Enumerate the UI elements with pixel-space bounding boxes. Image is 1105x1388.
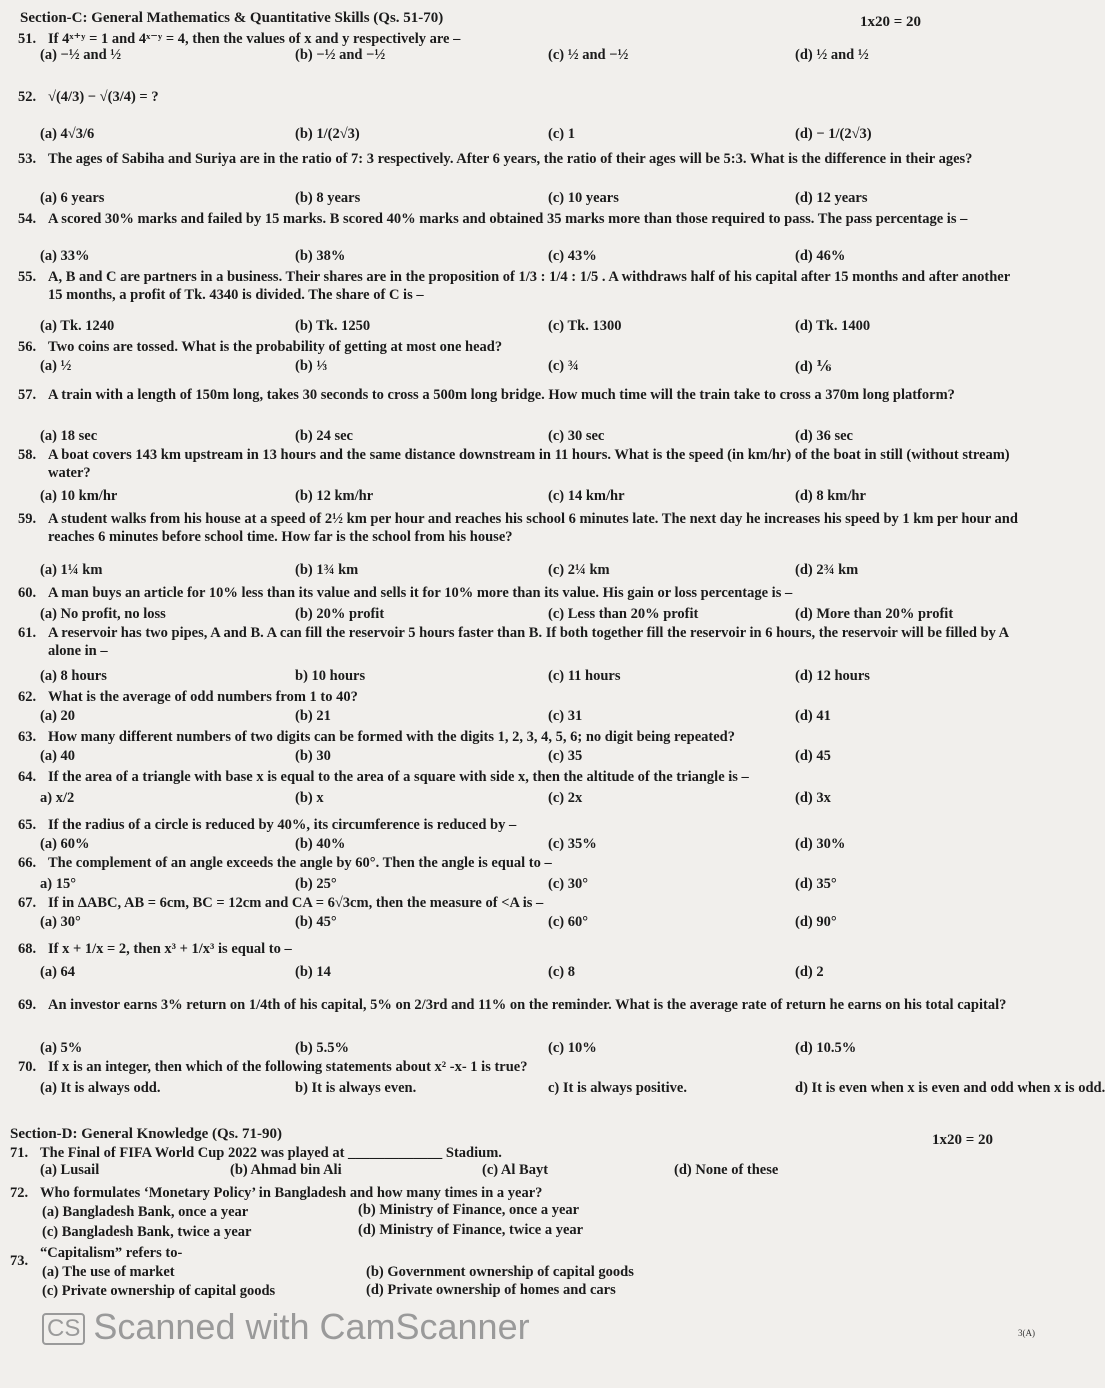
question-text: An investor earns 3% return on 1/4th of his capital, 5% on 2/3rd and 11% on the reminder. What is the average rate of return he earns on his total capital? <box>48 997 1007 1013</box>
option-b: (b) 30 <box>295 748 331 764</box>
option-a: (a) ½ <box>40 358 72 374</box>
option-d: (d) 36 sec <box>795 428 853 444</box>
option-b: (b) 21 <box>295 708 331 724</box>
section-c-title: Section-C: General Mathematics & Quantitative Skills (Qs. 51-70) <box>20 10 444 26</box>
question-number: 70. <box>18 1059 37 1075</box>
question-number: 59. <box>18 511 37 527</box>
question-number: 69. <box>18 997 37 1013</box>
option-b: (b) Ahmad bin Ali <box>230 1162 342 1178</box>
question-55 <box>18 268 1018 304</box>
page-number: 3(A) <box>1018 1328 1035 1338</box>
question-text: A train with a length of 150m long, takes 30 seconds to cross a 500m long bridge. How much time will the train take to cross a 370m long platform? <box>48 387 955 403</box>
question-text: √(4/3) − √(3/4) = ? <box>48 89 159 105</box>
question-55-options <box>40 318 1020 336</box>
option-b: (b) Government ownership of capital goods <box>366 1264 634 1280</box>
question-number: 65. <box>18 817 37 833</box>
option-b: (b) 25° <box>295 876 337 892</box>
question-text: The ages of Sabiha and Suriya are in the ratio of 7: 3 respectively. After 6 years, the ratio of their ages will be 5:3. What is the difference in their ages? <box>48 151 973 167</box>
question-number: 64. <box>18 769 37 785</box>
option-a: (a) Tk. 1240 <box>40 318 115 334</box>
option-b: (b) Tk. 1250 <box>295 318 371 334</box>
option-c: (c) 31 <box>548 708 583 724</box>
question-number: 62. <box>18 689 37 705</box>
option-c: (c) Tk. 1300 <box>548 318 622 334</box>
option-a: (a) 33% <box>40 248 90 264</box>
question-text: A reservoir has two pipes, A and B. A can fill the reservoir 5 hours faster than B. If both together fill the reservoir in 6 hours, the reservoir will be filled by A alone in – <box>48 625 1009 659</box>
question-64-options <box>40 790 1020 808</box>
option-a: (a) 18 sec <box>40 428 98 444</box>
option-d: (d) None of these <box>674 1162 779 1178</box>
question-number: 66. <box>18 855 37 871</box>
option-b: (b) 5.5% <box>295 1040 349 1056</box>
camscanner-watermark <box>42 1306 530 1348</box>
option-d: (d) − 1/(2√3) <box>795 126 872 142</box>
question-57-options <box>40 428 1020 446</box>
option-a: (a) 1¼ km <box>40 562 103 578</box>
option-d: (d) 12 years <box>795 190 868 206</box>
option-d: (d) 90° <box>795 914 837 930</box>
option-c: (c) 8 <box>548 964 575 980</box>
option-c: (c) Private ownership of capital goods <box>42 1283 276 1299</box>
option-a: (a) 60% <box>40 836 90 852</box>
option-d: (d) 2 <box>795 964 824 980</box>
option-d: (d) 3x <box>795 790 831 806</box>
question-54-options <box>40 248 1020 266</box>
question-number: 68. <box>18 941 37 957</box>
question-72 <box>10 1184 1010 1202</box>
section-c-marks: 1x20 = 20 <box>860 14 922 30</box>
option-d: (d) More than 20% profit <box>795 606 954 622</box>
option-c: (c) 35% <box>548 836 597 852</box>
question-number: 53. <box>18 151 37 167</box>
question-text: If x + 1/x = 2, then x³ + 1/x³ is equal to – <box>48 941 292 957</box>
question-63-options <box>40 748 1020 766</box>
question-73 <box>10 1244 1010 1269</box>
question-67 <box>18 894 1018 912</box>
option-c: c) It is always positive. <box>548 1080 687 1096</box>
option-a: (a) No profit, no loss <box>40 606 166 622</box>
question-text: What is the average of odd numbers from 1 to 40? <box>48 689 358 705</box>
option-a: (a) Bangladesh Bank, once a year <box>42 1204 249 1220</box>
option-b: (b) 1¾ km <box>295 562 359 578</box>
question-text: A boat covers 143 km upstream in 13 hours and the same distance downstream in 11 hours. What is the speed (in km/hr) of the boat in still (without stream) water? <box>48 447 1010 481</box>
question-number: 52. <box>18 89 37 105</box>
question-text: If in ΔABC, AB = 6cm, BC = 12cm and CA = 6√3cm, then the measure of <A is – <box>48 895 544 911</box>
question-70 <box>18 1058 1018 1076</box>
question-63 <box>18 728 1018 746</box>
option-a: (a) −½ and ½ <box>40 47 122 63</box>
option-c: (c) 10 years <box>548 190 619 206</box>
question-text: Two coins are tossed. What is the probability of getting at most one head? <box>48 339 503 355</box>
question-text: A, B and C are partners in a business. Their shares are in the proposition of 1/3 : 1/4 : 1/5 . A withdraws half of his capital after 15 months and after another 15 months, a profit of Tk. 4340 is divided. The share of C is – <box>48 269 1010 303</box>
option-c: (c) ½ and −½ <box>548 47 629 63</box>
question-60-options <box>40 606 1020 624</box>
option-c: (c) 14 km/hr <box>548 488 625 504</box>
option-a: a) 15° <box>40 876 77 892</box>
option-b: (b) 20% profit <box>295 606 385 622</box>
option-a: (a) 4√3/6 <box>40 126 95 142</box>
question-text: The complement of an angle exceeds the angle by 60°. Then the angle is equal to – <box>48 855 552 871</box>
option-a: (a) 5% <box>40 1040 83 1056</box>
question-57 <box>18 386 1018 404</box>
option-a: (a) The use of market <box>42 1264 175 1280</box>
question-68-options <box>40 964 1020 982</box>
question-61 <box>18 624 1018 660</box>
option-b: (b) x <box>295 790 324 806</box>
section-d-title: Section-D: General Knowledge (Qs. 71-90) <box>10 1126 283 1142</box>
option-a: (a) 6 years <box>40 190 105 206</box>
question-number: 71. <box>10 1145 29 1161</box>
question-number: 56. <box>18 339 37 355</box>
option-d: (d) ⅙ <box>795 359 832 375</box>
option-a: a) x/2 <box>40 790 75 806</box>
question-51 <box>18 30 1018 48</box>
question-59-options <box>40 562 1020 580</box>
option-b: (b) 1/(2√3) <box>295 126 360 142</box>
question-number: 73. <box>10 1253 29 1269</box>
question-text: If the area of a triangle with base x is equal to the area of a square with side x, then the altitude of the triangle is – <box>48 769 749 785</box>
option-c: (c) 30 sec <box>548 428 605 444</box>
question-56 <box>18 338 1018 356</box>
option-a: (a) 64 <box>40 964 76 980</box>
option-d: (d) 30% <box>795 836 846 852</box>
option-c: (c) 2x <box>548 790 583 806</box>
question-number: 63. <box>18 729 37 745</box>
question-54 <box>18 210 1018 228</box>
question-51-options <box>40 47 1020 65</box>
question-66-options <box>40 876 1020 894</box>
option-b: (b) 24 sec <box>295 428 353 444</box>
question-69 <box>18 996 1018 1014</box>
option-b: (b) 38% <box>295 248 346 264</box>
question-59 <box>18 510 1018 546</box>
question-64 <box>18 768 1018 786</box>
option-c: (c) 43% <box>548 248 597 264</box>
question-text: How many different numbers of two digits can be formed with the digits 1, 2, 3, 4, 5, 6; no digit being repeated? <box>48 729 735 745</box>
question-number: 61. <box>18 625 37 641</box>
option-a: (a) Lusail <box>40 1162 100 1178</box>
question-61-options <box>40 668 1020 686</box>
question-text: The Final of FIFA World Cup 2022 was played at _____________ Stadium. <box>40 1145 502 1161</box>
option-d: d) It is even when x is even and odd when x is odd. <box>795 1080 1105 1096</box>
question-53 <box>18 150 1018 168</box>
option-d: (d) 41 <box>795 708 831 724</box>
question-text: If the radius of a circle is reduced by 40%, its circumference is reduced by – <box>48 817 517 833</box>
option-c: (c) 1 <box>548 126 575 142</box>
option-c: (c) 30° <box>548 876 589 892</box>
question-text: “Capitalism” refers to- <box>40 1245 183 1261</box>
option-c: (c) 60° <box>548 914 589 930</box>
option-b: (b) 14 <box>295 964 331 980</box>
option-b: (b) 8 years <box>295 190 361 206</box>
question-60 <box>18 584 1018 602</box>
option-a: (a) 40 <box>40 748 76 764</box>
option-b: (b) Ministry of Finance, once a year <box>358 1202 580 1218</box>
option-d: (d) 35° <box>795 876 837 892</box>
question-69-options <box>40 1040 1020 1058</box>
option-b: (b) 45° <box>295 914 337 930</box>
option-c: (c) 2¼ km <box>548 562 610 578</box>
option-a: (a) 8 hours <box>40 668 107 684</box>
question-text: A man buys an article for 10% less than its value and sells it for 10% more than its value. His gain or loss percentage is – <box>48 585 793 601</box>
question-68 <box>18 940 1018 958</box>
camscanner-logo-icon: CS <box>42 1313 85 1345</box>
option-c: (c) Less than 20% profit <box>548 606 699 622</box>
option-d: (d) 8 km/hr <box>795 488 866 504</box>
question-58-options <box>40 488 1020 506</box>
question-71-options <box>40 1162 1020 1180</box>
question-53-options <box>40 190 1020 208</box>
option-c: (c) 35 <box>548 748 583 764</box>
option-d: (d) Tk. 1400 <box>795 318 871 334</box>
section-d-marks: 1x20 = 20 <box>932 1132 994 1148</box>
question-number: 60. <box>18 585 37 601</box>
option-d: (d) Private ownership of homes and cars <box>366 1282 616 1298</box>
watermark-text: Scanned with CamScanner <box>93 1306 530 1347</box>
option-c: (c) 10% <box>548 1040 597 1056</box>
option-d: (d) Ministry of Finance, twice a year <box>358 1222 584 1238</box>
question-number: 54. <box>18 211 37 227</box>
question-65-options <box>40 836 1020 854</box>
question-number: 58. <box>18 447 37 463</box>
question-number: 57. <box>18 387 37 403</box>
question-text: Who formulates ‘Monetary Policy’ in Bangladesh and how many times in a year? <box>40 1185 543 1201</box>
question-number: 67. <box>18 895 37 911</box>
option-d: (d) 46% <box>795 248 846 264</box>
option-b: (b) ⅓ <box>295 358 328 374</box>
question-66 <box>18 854 1018 872</box>
question-text: A scored 30% marks and failed by 15 marks. B scored 40% marks and obtained 35 marks more than those required to pass. The pass percentage is – <box>48 211 968 227</box>
question-70-options <box>40 1080 1105 1098</box>
question-text: If 4ˣ⁺ʸ = 1 and 4ˣ⁻ʸ = 4, then the values of x and y respectively are – <box>48 31 461 47</box>
option-b: b) It is always even. <box>295 1080 417 1096</box>
option-c: (c) Al Bayt <box>482 1162 549 1178</box>
question-58 <box>18 446 1018 482</box>
option-d: (d) 12 hours <box>795 668 870 684</box>
question-67-options <box>40 914 1020 932</box>
option-d: (d) 45 <box>795 748 831 764</box>
question-56-options <box>40 358 1020 376</box>
option-a: (a) 20 <box>40 708 76 724</box>
option-d: (d) 10.5% <box>795 1040 857 1056</box>
option-b: (b) 40% <box>295 836 346 852</box>
option-c: (c) Bangladesh Bank, twice a year <box>42 1224 252 1240</box>
question-text: If x is an integer, then which of the following statements about x² -x- 1 is true? <box>48 1059 528 1075</box>
option-d: (d) ½ and ½ <box>795 47 869 63</box>
question-62 <box>18 688 1018 706</box>
question-number: 51. <box>18 31 37 47</box>
question-52-options <box>40 126 1020 144</box>
option-c: (c) ¾ <box>548 358 579 374</box>
option-c: (c) 11 hours <box>548 668 621 684</box>
option-b: (b) 12 km/hr <box>295 488 374 504</box>
option-a: (a) It is always odd. <box>40 1080 161 1096</box>
option-a: (a) 10 km/hr <box>40 488 118 504</box>
option-b: b) 10 hours <box>295 668 366 684</box>
option-b: (b) −½ and −½ <box>295 47 386 63</box>
option-d: (d) 2¾ km <box>795 562 859 578</box>
question-number: 72. <box>10 1185 29 1201</box>
option-a: (a) 30° <box>40 914 81 930</box>
question-71 <box>10 1144 1010 1162</box>
question-62-options <box>40 708 1020 726</box>
question-52 <box>18 88 1018 106</box>
question-65 <box>18 816 1018 834</box>
question-text: A student walks from his house at a speed of 2½ km per hour and reaches his school 6 minutes late. The next day he increases his speed by 1 km per hour and reaches 6 minutes before school time. How far is the school from his house? <box>48 511 1018 545</box>
question-number: 55. <box>18 269 37 285</box>
